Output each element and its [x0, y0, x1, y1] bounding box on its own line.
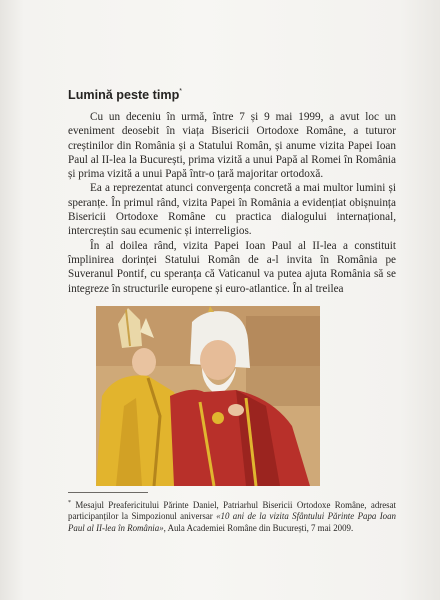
title-text: Lumină peste timp	[68, 88, 180, 102]
footnote-reference: *	[179, 88, 182, 95]
footnote-marker: *	[68, 500, 71, 506]
paragraph: În al doilea rând, vizita Papei Ioan Paul al II-lea a constituit împlinirea dorinței Statului Român de a-l invita în România pe Suveranul Pontif, cu speranța că Vaticanul va putea ajuta România să se integreze în structurile europene și euro-atlantice. În al treilea	[68, 239, 396, 295]
footnote-text: Mesajul Preafericitului Părinte Daniel, Patriarhul Bisericii Ortodoxe Române, adresat participanților la Simpozionul aniversar	[68, 500, 397, 522]
paragraph: Ea a reprezentat atunci convergența concretă a mai multor lumini și speranțe. În primul rând, vizita Papei în România a evidențiat obișnuința Bisericii Ortodoxe Române cu practica dialogului internațional, intercreștin sau ecumenic și interreligios.	[68, 182, 396, 238]
photo-pope-and-patriarch	[96, 306, 320, 486]
footnote-separator	[68, 492, 148, 493]
footnote	[68, 498, 396, 534]
page-title	[68, 88, 182, 102]
body-text	[68, 110, 396, 296]
paragraph: Cu un deceniu în urmă, între 7 și 9 mai 1999, a avut loc un eveniment deosebit în viața Bisericii Ortodoxe Române, a tuturor creștinilor din România și a Statului Român, și anume vizita Papei Ioan Paul al II-lea la București, prima vizită a unui Papă al Romei în România și prima vizită a unui Papă într-o țară majoritar ortodoxă.	[68, 111, 396, 181]
footnote-event-title: «10 ani de la vizita Sfântului Părinte Papa Ioan Paul al II-lea în România»	[68, 511, 396, 533]
photo-illustration	[96, 306, 320, 486]
footnote-text-end: , Aula Academiei Române din București, 7 mai 2009.	[163, 522, 354, 533]
